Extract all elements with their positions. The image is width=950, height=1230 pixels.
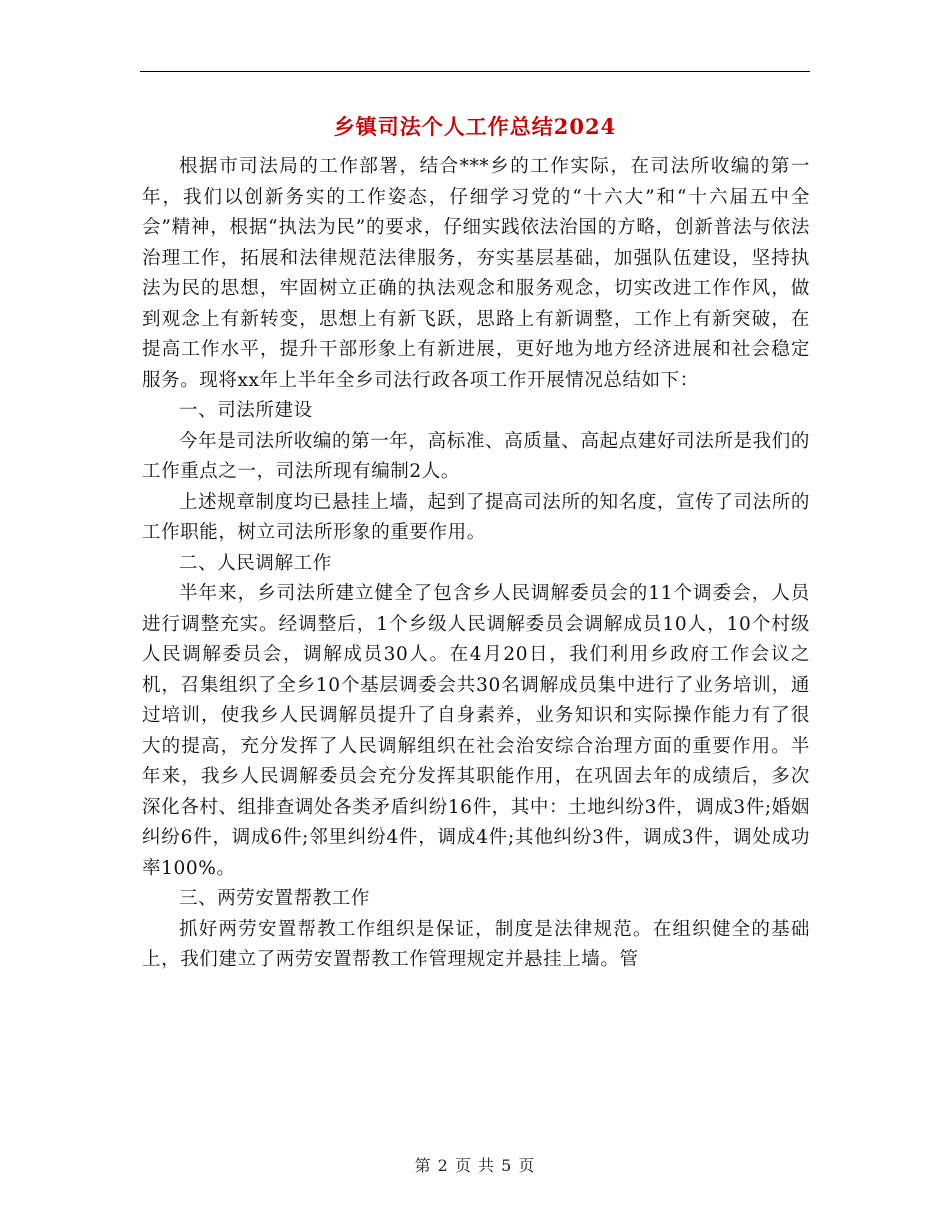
page-number: 第 2 页 共 5 页 [414, 1156, 536, 1175]
header-rule [140, 71, 810, 72]
paragraph-section-2: 半年来，乡司法所建立健全了包含乡人民调解委员会的11个调委会，人员进行调整充实。经调整后，1个乡级人民调解委员会调解成员10人，10个村级人民调解委员会，调解成员30人。在4月20日，我们利用乡政府工作会议之机，召集组织了全乡10个基层调委会共30名调解成员集中进行了业务培训，通过培训，使我乡人民调解员提升了自身素养，业务知识和实际操作能力有了很大的提高，充分发挥了人民调解组织在社会治安综合治理方面的重要作用。半年来，我乡人民调解委员会充分发挥其职能作用，在巩固去年的成绩后，多次深化各村、组排查调处各类矛盾纠纷16件，其中：土地纠纷3件，调成3件;婚姻纠纷6件，调成6件;邻里纠纷4件，调成4件;其他纠纷3件，调成3件，调处成功率100%。 [142, 583, 810, 879]
section-heading-1: 一、司法所建设 [179, 400, 313, 421]
document-title: 乡镇司法个人工作总结2024 [333, 114, 617, 139]
paragraph-intro: 根据市司法局的工作部署，结合***乡的工作实际，在司法所收编的第一年，我们以创新务实的工作姿态，仔细学习党的“十六大”和“十六届五中全会”精神，根据“执法为民”的要求，仔细实践依法治国的方略，创新普法与依法治理工作，拓展和法律规范法律服务，夯实基层基础，加强队伍建设，坚持执法为民的思想，牢固树立正确的执法观念和服务观念，切实改进工作作风，做到观念上有新转变，思想上有新飞跃，思路上有新调整，工作上有新突破，在提高工作水平，提升干部形象上有新进展，更好地为地方经济进展和社会稳定服务。现将xx年上半年全乡司法行政各项工作开展情况总结如下： [142, 156, 810, 391]
paragraph-section-3: 抓好两劳安置帮教工作组织是保证，制度是法律规范。在组织健全的基础上，我们建立了两劳安置帮教工作管理规定并悬挂上墙。管 [142, 918, 810, 970]
section-heading-2: 二、人民调解工作 [179, 552, 332, 574]
paragraph-section-1-b: 上述规章制度均已悬挂上墙，起到了提高司法所的知名度，宣传了司法所的工作职能，树立司法所形象的重要作用。 [142, 491, 810, 543]
paragraph-section-1-a: 今年是司法所收编的第一年，高标准、高质量、高起点建好司法所是我们的工作重点之一，司法所现有编制2人。 [142, 430, 810, 482]
section-heading-3: 三、两劳安置帮教工作 [179, 888, 371, 909]
document-body [142, 152, 810, 976]
